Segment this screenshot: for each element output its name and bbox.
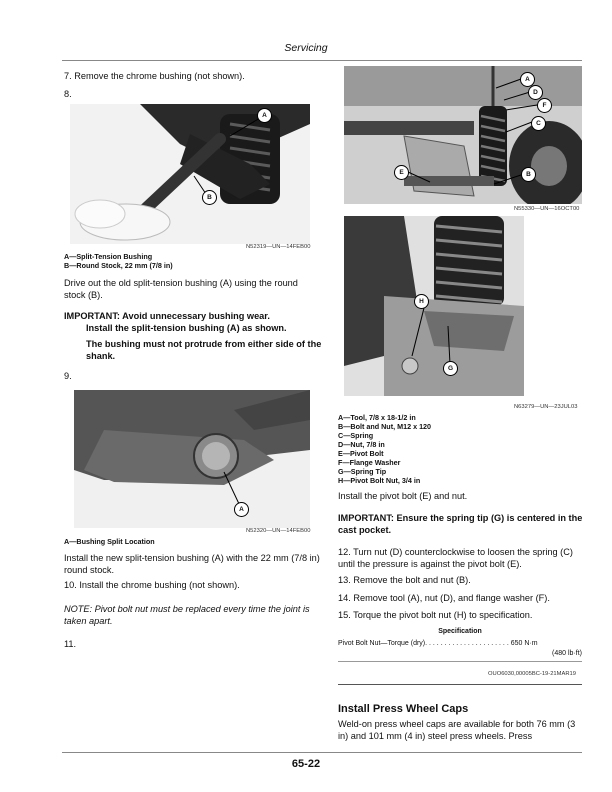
section-rule — [338, 684, 582, 685]
page-number: 65-22 — [291, 758, 321, 770]
figure-bushing-split-art — [74, 390, 310, 528]
step-7: 7. Remove the chrome bushing (not shown). — [64, 71, 245, 81]
legend-item: C—Spring — [338, 431, 374, 440]
figure-code: N63279—UN—23JUL03 — [514, 404, 578, 410]
document-code: OUO6030,00005BC-19-21MAR19 — [488, 671, 576, 677]
figure-spring-assembly — [344, 66, 582, 204]
figure-bushing-removal — [70, 104, 310, 244]
figure-bushing-split — [74, 390, 310, 528]
spec-line: Pivot Bolt Nut—Torque (dry). . . . . . . . . . . . . . . . . . . . . . 650 N·m — [338, 640, 538, 647]
figure-code: N52319—UN—14FEB00 — [246, 244, 311, 250]
callout-e: E — [394, 165, 409, 180]
legend-item: E—Pivot Bolt — [338, 449, 384, 458]
page-header: Servicing — [284, 42, 328, 54]
step-10: 10. Install the chrome bushing (not shown). — [64, 580, 240, 590]
important-text: Install the split-tension bushing (A) as shown. — [86, 323, 287, 333]
callout-g: G — [443, 361, 458, 376]
legend-item: G—Spring Tip — [338, 467, 387, 476]
legend-item: B—Bolt and Nut, M12 x 120 — [338, 422, 432, 431]
important-text: The bushing must not protrude from either side of the shank. — [86, 339, 322, 361]
step-11: 11. — [64, 639, 77, 649]
step-8: 8. — [64, 89, 72, 99]
callout-b: B — [521, 167, 536, 182]
figure-bushing-removal-art — [70, 104, 310, 244]
figure-legend — [338, 413, 431, 485]
header-rule — [62, 60, 582, 61]
figure-spring-assembly-art — [344, 66, 582, 204]
legend-item: F—Flange Washer — [338, 458, 401, 467]
paragraph: Weld-on press wheel caps are available for both 76 mm (3 in) and 101 mm (4 in) steel press wheels. Press — [338, 719, 576, 741]
note: NOTE: Pivot bolt nut must be replaced every time the joint is taken apart. — [64, 604, 310, 626]
legend-item: A—Split-Tension Bushing — [64, 252, 153, 261]
figure-code: N55330—UN—16OCT00 — [514, 206, 580, 212]
section-title: Install Press Wheel Caps — [338, 703, 469, 715]
figure-legend — [64, 252, 173, 270]
callout-a: A — [257, 108, 272, 123]
step-13: 13. Remove the bolt and nut (B). — [338, 575, 471, 585]
step-14: 14. Remove tool (A), nut (D), and flange washer (F). — [338, 593, 550, 603]
callout-a: A — [234, 502, 249, 517]
callout-a: A — [520, 72, 535, 87]
paragraph: Drive out the old split-tension bushing (A) using the round stock (B). — [64, 278, 298, 300]
paragraph: Install the new split-tension bushing (A) with the 22 mm (7/8 in) round stock. — [64, 553, 320, 575]
callout-d: D — [528, 85, 543, 100]
callout-b: B — [202, 190, 217, 205]
figure-code: N52320—UN—14FEB00 — [246, 528, 311, 534]
legend-item: A—Tool, 7/8 x 18-1/2 in — [338, 413, 416, 422]
legend-item: B—Round Stock, 22 mm (7/8 in) — [64, 261, 173, 270]
footer-rule — [62, 752, 582, 753]
legend-item: D—Nut, 7/8 in — [338, 440, 385, 449]
step-9: 9. — [64, 371, 72, 381]
step-15: 15. Torque the pivot bolt nut (H) to specification. — [338, 610, 533, 620]
figure-spring-tip — [344, 216, 524, 396]
spec-value: (480 lb·ft) — [552, 650, 582, 657]
figure-legend: A—Bushing Split Location — [64, 537, 155, 546]
step-12: 12. Turn nut (D) counterclockwise to loosen the spring (C) until the pressure is against the pivot bolt (E). — [338, 547, 573, 569]
figure-spring-tip-art — [344, 216, 524, 396]
paragraph: Install the pivot bolt (E) and nut. — [338, 491, 468, 501]
important-text: IMPORTANT: Ensure the spring tip (G) is centered in the cast pocket. — [338, 513, 583, 535]
callout-h: H — [414, 294, 429, 309]
spec-rule — [338, 661, 582, 662]
callout-c: C — [531, 116, 546, 131]
important-heading: IMPORTANT: Avoid unnecessary bushing wear. — [64, 311, 270, 321]
callout-f: F — [537, 98, 552, 113]
spec-title: Specification — [438, 628, 482, 635]
legend-item: H—Pivot Bolt Nut, 3/4 in — [338, 476, 421, 485]
